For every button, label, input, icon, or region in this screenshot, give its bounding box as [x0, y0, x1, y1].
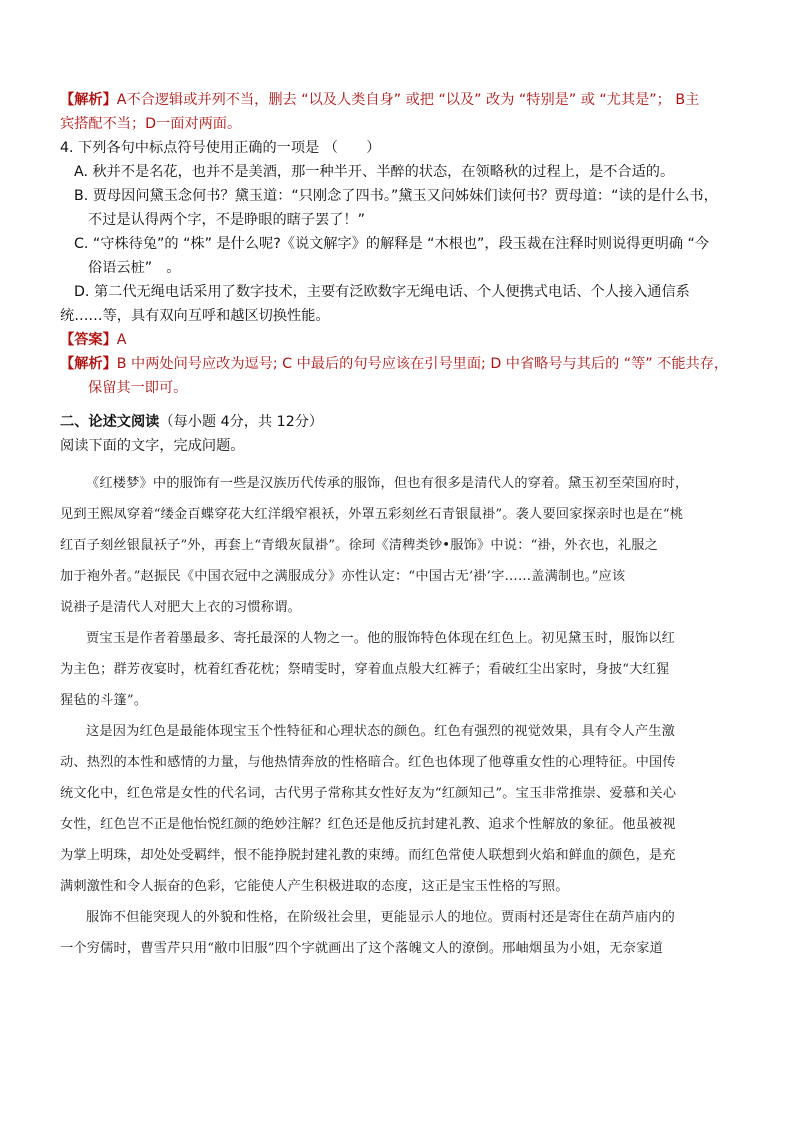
passage-p3-line-3: 统文化中，红色常是女性的代名词，古代男子常称其女性好友为“红颜知己”。宝玉非常推崇、爱慕和关心: [60, 786, 677, 801]
q3-analysis-text-1: A不合逻辑或并列不当，删去 “以及人类自身” 或把 “以及” 改为 “特别是” 或 “尤其是”； B主: [116, 92, 700, 108]
q4-option-d-line-2: 统……等，具有双向互呼和越区切换性能。: [60, 308, 330, 324]
document-page: [60, 88, 729, 964]
q3-analysis-line-1: [60, 88, 726, 112]
q4-option-b-line-2: 不过是认得两个字，不是睁眼的瞎子罢了！”: [88, 212, 365, 228]
q3-analysis-line-2: 宾搭配不当；D一面对两面。: [60, 116, 242, 132]
section-2-title: 二、论述文阅读: [60, 414, 160, 430]
q4-analysis-line-2: 保留其一即可。: [88, 380, 188, 396]
q4-option-a: A. 秋并不是名花，也并不是美酒，那一种半开、半醉的状态，在领略秋的过程上，是不合适的。: [74, 164, 675, 180]
passage-p1-line-2: 见到王熙凤穿着“缕金百蝶穿花大红洋缎窄裉袄，外罩五彩刻丝石青银鼠褂”。袭人要回家探亲时也是在“桃: [60, 507, 684, 522]
q4-option-b-line-1: B. 贾母因问黛玉念何书？黛玉道：“只刚念了四书。”黛玉又问姊妹们读何书？贾母道：“读的是什么书，: [74, 188, 718, 204]
section-2-note: （每小题 4分，共 12分）: [159, 414, 324, 430]
section-2-heading: [60, 410, 726, 434]
passage-p1-line-5: 说褂子是清代人对肥大上衣的习惯称谓。: [60, 600, 301, 615]
passage-p3-line-6: 满刺激性和令人振奋的色彩，它能使人产生积极进取的态度，这正是宝玉性格的写照。: [60, 879, 569, 894]
section-2-instruction: 阅读下面的文字，完成问题。: [60, 438, 245, 454]
passage-p4-line-2: 一个穷儒时，曹雪芹只用“敝巾旧服”四个字就画出了这个落魄文人的潦倒。邢岫烟虽为小姐，无奈家道: [60, 941, 663, 956]
q4-answer-value: A: [116, 332, 127, 348]
passage-p4-line-1: 服饰不但能突现人的外貌和性格，在阶级社会里，更能显示人的地位。贾雨村还是寄住在葫芦庙内的: [86, 910, 676, 925]
passage-p3-line-1: 这是因为红色是最能体现宝玉个性特征和心理状态的颜色。红色有强烈的视觉效果，具有令人产生激: [86, 724, 676, 739]
passage-p1-line-4: 加于袍外者。”赵振民《中国衣冠中之满服成分》亦性认定：“中国古无‘褂’字……盖满制也。”应该: [60, 569, 626, 584]
q4-option-c-line-2: 俗语云桩” 。: [88, 260, 181, 276]
analysis-tag: 【解析】: [60, 92, 117, 108]
passage-p2-line-3: 猩毡的斗篷”。: [60, 693, 148, 708]
passage-p1-line-1: 《红楼梦》中的服饰有一些是汉族历代传承的服饰，但也有很多是清代人的穿着。黛玉初至荣国府时，: [86, 476, 689, 491]
q4-stem: 4. 下列各句中标点符号使用正确的一项是 （ ）: [60, 140, 381, 156]
passage-p2-line-1: 贾宝玉是作者着墨最多、寄托最深的人物之一。他的服饰特色体现在红色上。初见黛玉时，服饰以红: [86, 631, 676, 646]
passage-p1-line-3: 红百子刻丝银鼠袄子”外，再套上“青缎灰鼠褂”。徐珂《清稗类钞•服饰》中说：“褂，外衣也，礼服之: [60, 538, 659, 553]
q4-option-c-line-1: C. “守株待兔”的 “株” 是什么呢?《说文解字》的解释是 “木根也”，段玉裁在注释时则说得更明确 “今: [74, 236, 710, 252]
q4-analysis-text-1: B 中两处问号应改为逗号; C 中最后的句号应该在引号里面; D 中省略号与其后的 “等” 不能共存，: [116, 356, 729, 372]
passage-p3-line-4: 女性，红色岂不正是他怡悦红颜的绝妙注解？红色还是他反抗封建礼教、追求个性解放的象征。他虽被视: [60, 817, 676, 832]
q4-option-d-line-1: D. 第二代无绳电话采用了数字技术，主要有泛欧数字无绳电话、个人便携式电话、个人接入通信系: [74, 284, 690, 300]
passage-p2-line-2: 为主色；群芳夜宴时，枕着红香花枕；祭晴雯时，穿着血点般大红裤子；看破红尘出家时，身披“大红猩: [60, 662, 670, 677]
q4-analysis-line-1: [60, 352, 729, 376]
answer-tag: 【答案】: [60, 332, 117, 348]
q4-answer-line: [60, 328, 726, 352]
passage-p3-line-2: 动、热烈的本性和感情的力量，与他热情奔放的性格暗合。红色也体现了他尊重女性的心理特征。中国传: [60, 755, 676, 770]
passage-p3-line-5: 为掌上明珠，却处处受羁绊，恨不能挣脱封建礼教的束缚。而红色常使人联想到火焰和鲜血的颜色，是充: [60, 848, 676, 863]
analysis-tag: 【解析】: [60, 356, 117, 372]
